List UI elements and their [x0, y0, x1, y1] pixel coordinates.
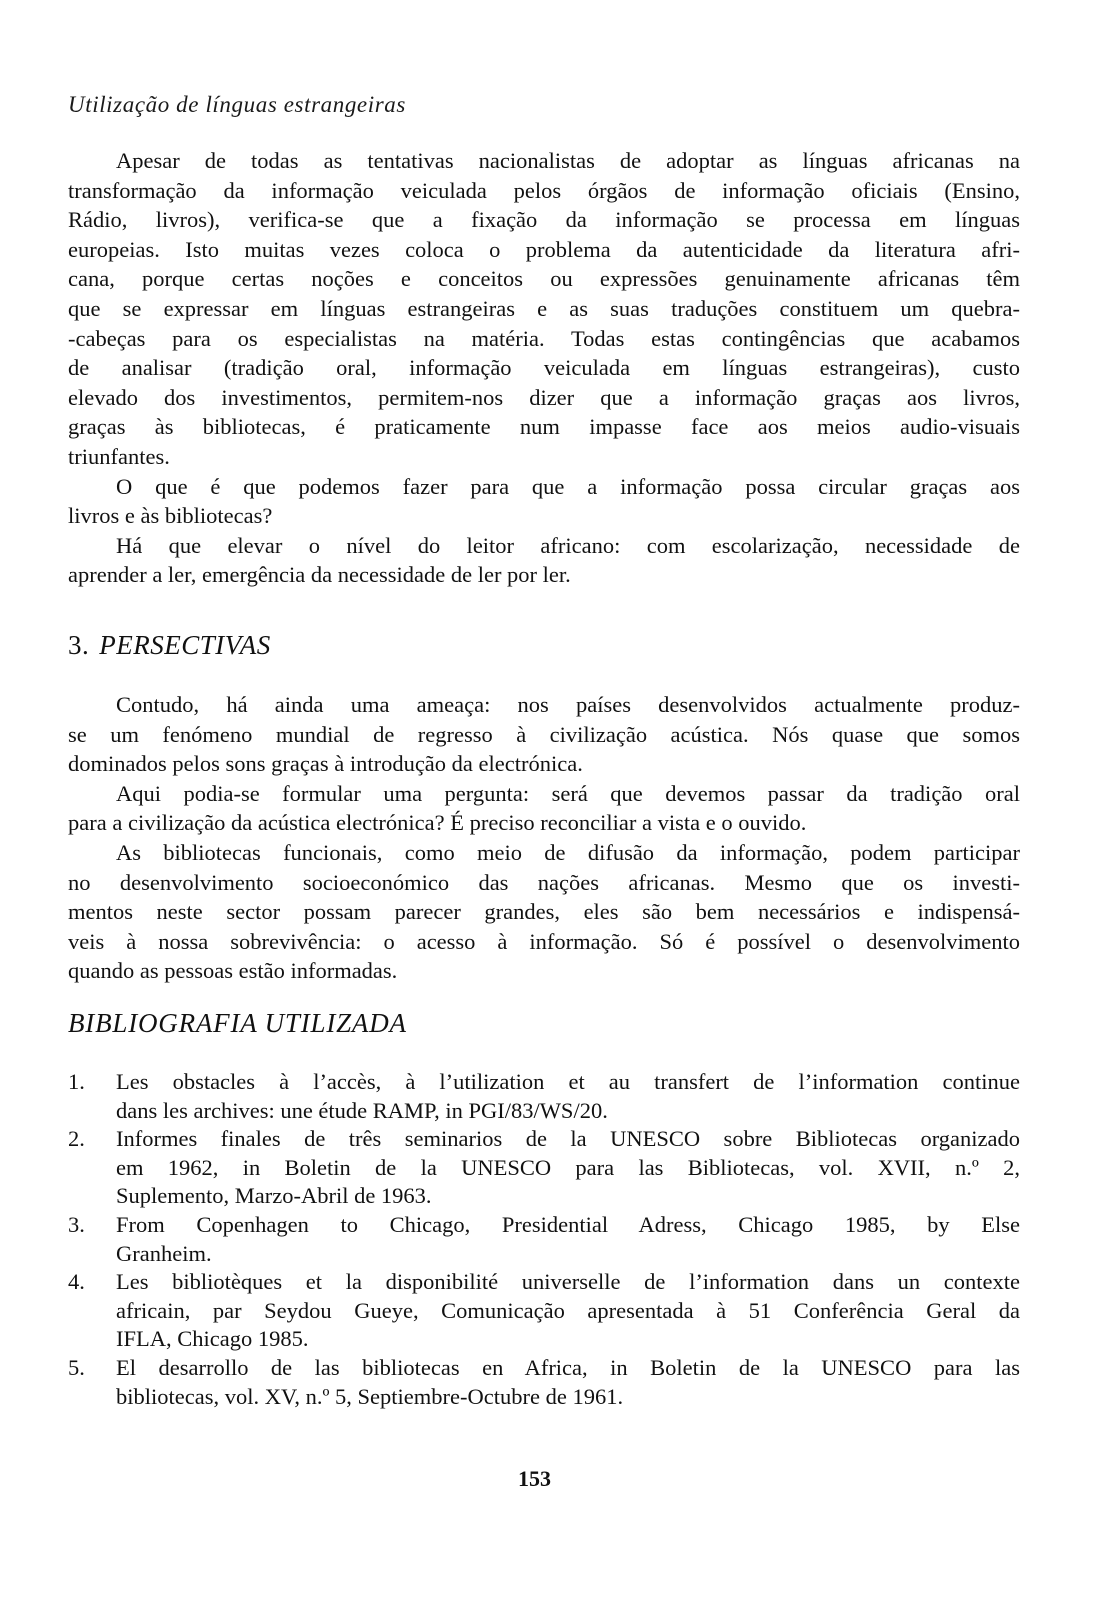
item-number: 4. [68, 1269, 85, 1295]
text-line: El desarrollo de las bibliotecas en Africa, in Boletin de la UNESCO para las [116, 1354, 1020, 1380]
page-number: 153 [518, 1466, 551, 1491]
text-line: em 1962, in Boletin de la UNESCO para las Bibliotecas, vol. XVII, n.º 2, [116, 1154, 1020, 1180]
text-line: Aqui podia-se formular uma pergunta: será que devemos passar da tradição oral [116, 780, 1020, 806]
text-line: europeias. Isto muitas vezes coloca o problema da autenticidade da literatura afri- [68, 236, 1020, 262]
text-line: IFLA, Chicago 1985. [116, 1326, 309, 1352]
text-line: aprender a ler, emergência da necessidade de ler por ler. [68, 562, 571, 588]
text-line: From Copenhagen to Chicago, Presidential Adress, Chicago 1985, by Else [116, 1211, 1020, 1237]
text-line: que se expressar em línguas estrangeiras e as suas traduções constituem um quebra- [68, 295, 1020, 321]
bibliography-item [68, 1125, 1020, 1211]
item-number: 2. [68, 1126, 85, 1152]
section-body [68, 690, 1020, 986]
text-line: dominados pelos sons graças à introdução da electrónica. [68, 751, 583, 777]
bibliography-item [68, 1211, 1020, 1268]
text-line: Apesar de todas as tentativas nacionalistas de adoptar as línguas africanas na [116, 148, 1020, 173]
text-line: Granheim. [116, 1240, 212, 1266]
text-line: Les obstacles à l’accès, à l’utilization et au transfert de l’information continue [116, 1069, 1020, 1094]
text-line: Informes finales de três seminarios de la UNESCO sobre Bibliotecas organizado [116, 1126, 1020, 1152]
bibliography-item [68, 1354, 1020, 1411]
text-line: se um fenómeno mundial de regresso à civilização acústica. Nós quase que somos [68, 721, 1020, 747]
text-line: Contudo, há ainda uma ameaça: nos países desenvolvidos actualmente produz- [116, 692, 1020, 717]
paragraph [68, 779, 1020, 838]
text-line: quando as pessoas estão informadas. [68, 958, 398, 984]
text-line: Les bibliotèques et la disponibilité universelle de l’information dans un contexte [116, 1269, 1020, 1295]
text-line: Há que elevar o nível do leitor africano: com escolarização, necessidade de [116, 532, 1020, 558]
bibliography-heading: BIBLIOGRAFIA UTILIZADA [68, 1008, 407, 1038]
intro-section [68, 146, 1020, 590]
text-line: elevado dos investimentos, permitem-nos dizer que a informação graças aos livros, [68, 384, 1020, 410]
section-heading [68, 630, 271, 661]
item-number: 5. [68, 1354, 85, 1380]
section-number: 3. [68, 630, 90, 660]
text-line: As bibliotecas funcionais, como meio de difusão da informação, podem participar [116, 839, 1020, 865]
paragraph [68, 146, 1020, 472]
bibliography-item [68, 1068, 1020, 1125]
bibliography-item [68, 1268, 1020, 1354]
text-line: veis à nossa sobrevivência: o acesso à informação. Só é possível o desenvolvimento [68, 928, 1020, 954]
text-line: no desenvolvimento socioeconómico das nações africanas. Mesmo que os investi- [68, 869, 1020, 895]
text-line: livros e às bibliotecas? [68, 503, 273, 529]
text-line: transformação da informação veiculada pelos órgãos de informação oficiais (Ensino, [68, 177, 1020, 203]
text-line: triunfantes. [68, 443, 170, 469]
item-number: 1. [68, 1069, 85, 1094]
text-line: graças às bibliotecas, é praticamente num impasse face aos meios audio-visuais [68, 414, 1020, 440]
text-line: de analisar (tradição oral, informação veiculada em línguas estrangeiras), custo [68, 355, 1020, 381]
text-line: cana, porque certas noções e conceitos ou expressões genuinamente africanas têm [68, 266, 1020, 292]
text-line: -cabeças para os especialistas na matéria. Todas estas contingências que acabamos [68, 325, 1020, 351]
section-title: PERSECTIVAS [99, 630, 271, 660]
item-number: 3. [68, 1211, 85, 1237]
text-line: para a civilização da acústica electrónica? É preciso reconciliar a vista e o ouvido. [68, 810, 807, 836]
text-line: africain, par Seydou Gueye, Comunicação apresentada à 51 Conferência Geral da [116, 1297, 1020, 1323]
text-line: dans les archives: une étude RAMP, in PGI/83/WS/20. [116, 1097, 608, 1123]
paragraph [68, 838, 1020, 986]
text-line: Rádio, livros), verifica-se que a fixação da informação se processa em línguas [68, 207, 1020, 233]
text-line: mentos neste sector possam parecer grandes, eles são bem necessários e indispensá- [68, 899, 1020, 925]
paragraph [68, 472, 1020, 531]
text-line: Suplemento, Marzo-Abril de 1963. [116, 1183, 432, 1209]
running-head: Utilização de línguas estrangeiras [68, 92, 406, 117]
bibliography-list [68, 1068, 1020, 1411]
paragraph [68, 531, 1020, 590]
text-line: O que é que podemos fazer para que a informação possa circular graças aos [116, 473, 1020, 499]
text-line: bibliotecas, vol. XV, n.º 5, Septiembre-Octubre de 1961. [116, 1383, 624, 1409]
paragraph [68, 690, 1020, 779]
